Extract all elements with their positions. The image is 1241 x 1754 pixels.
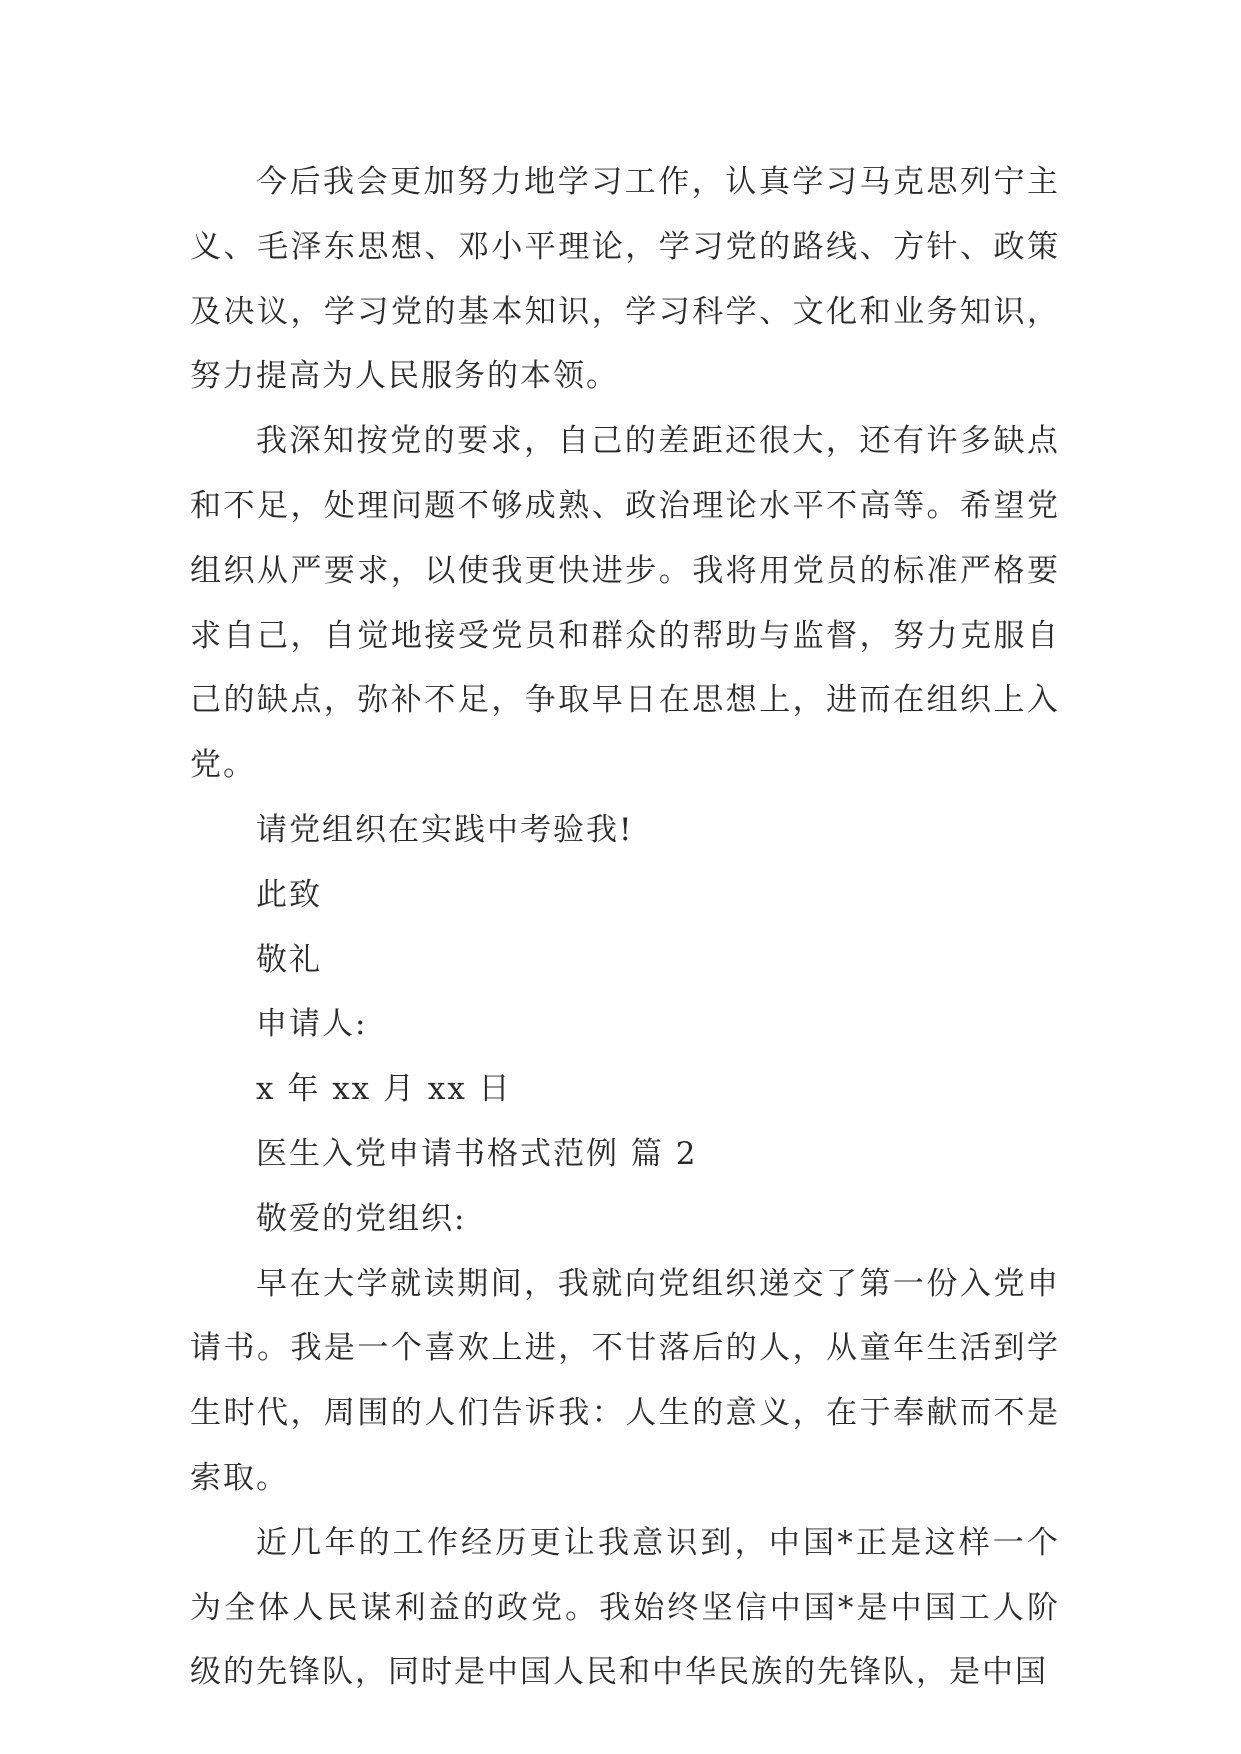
salutation-jingli: 敬礼 [256, 941, 322, 978]
salutation-cizhi: 此致 [256, 876, 322, 913]
section-2-greeting: 敬爱的党组织: [256, 1200, 467, 1237]
applicant-label: 申请人: [256, 1006, 368, 1043]
section-2-title: 医生入党申请书格式范例 篇 2 [256, 1135, 698, 1172]
paragraph-study: 今后我会更加努力地学习工作，认真学习马克思列宁主义、毛泽东思想、邓小平理论，学习党的路线、方针、政策及决议，学习党的基本知识，学习科学、文化和业务知识，努力提高为人民服务的本领。 [190, 164, 1060, 395]
paragraph-work-experience: 近几年的工作经历更让我意识到，中国*正是这样一个为全体人民谋利益的政党。我始终坚信中国*是中国工人阶级的先锋队，同时是中国人民和中华民族的先锋队，是中国 [190, 1524, 1060, 1691]
document-body [190, 150, 1060, 1705]
date-line: x 年 xx 月 xx 日 [256, 1071, 512, 1108]
paragraph-university: 早在大学就读期间，我就向党组织递交了第一份入党申请书。我是一个喜欢上进，不甘落后的人，从童年生活到学生时代，周围的人们告诉我：人生的意义，在于奉献而不是索取。 [190, 1265, 1060, 1496]
closing-request: 请党组织在实践中考验我! [256, 811, 634, 848]
paragraph-self-assessment: 我深知按党的要求，自己的差距还很大，还有许多缺点和不足，处理问题不够成熟、政治理论水平不高等。希望党组织从严要求，以使我更快进步。我将用党员的标准严格要求自己，自觉地接受党员和群众的帮助与监督，努力克服自己的缺点，弥补不足，争取早日在思想上，进而在组织上入党。 [190, 423, 1060, 784]
